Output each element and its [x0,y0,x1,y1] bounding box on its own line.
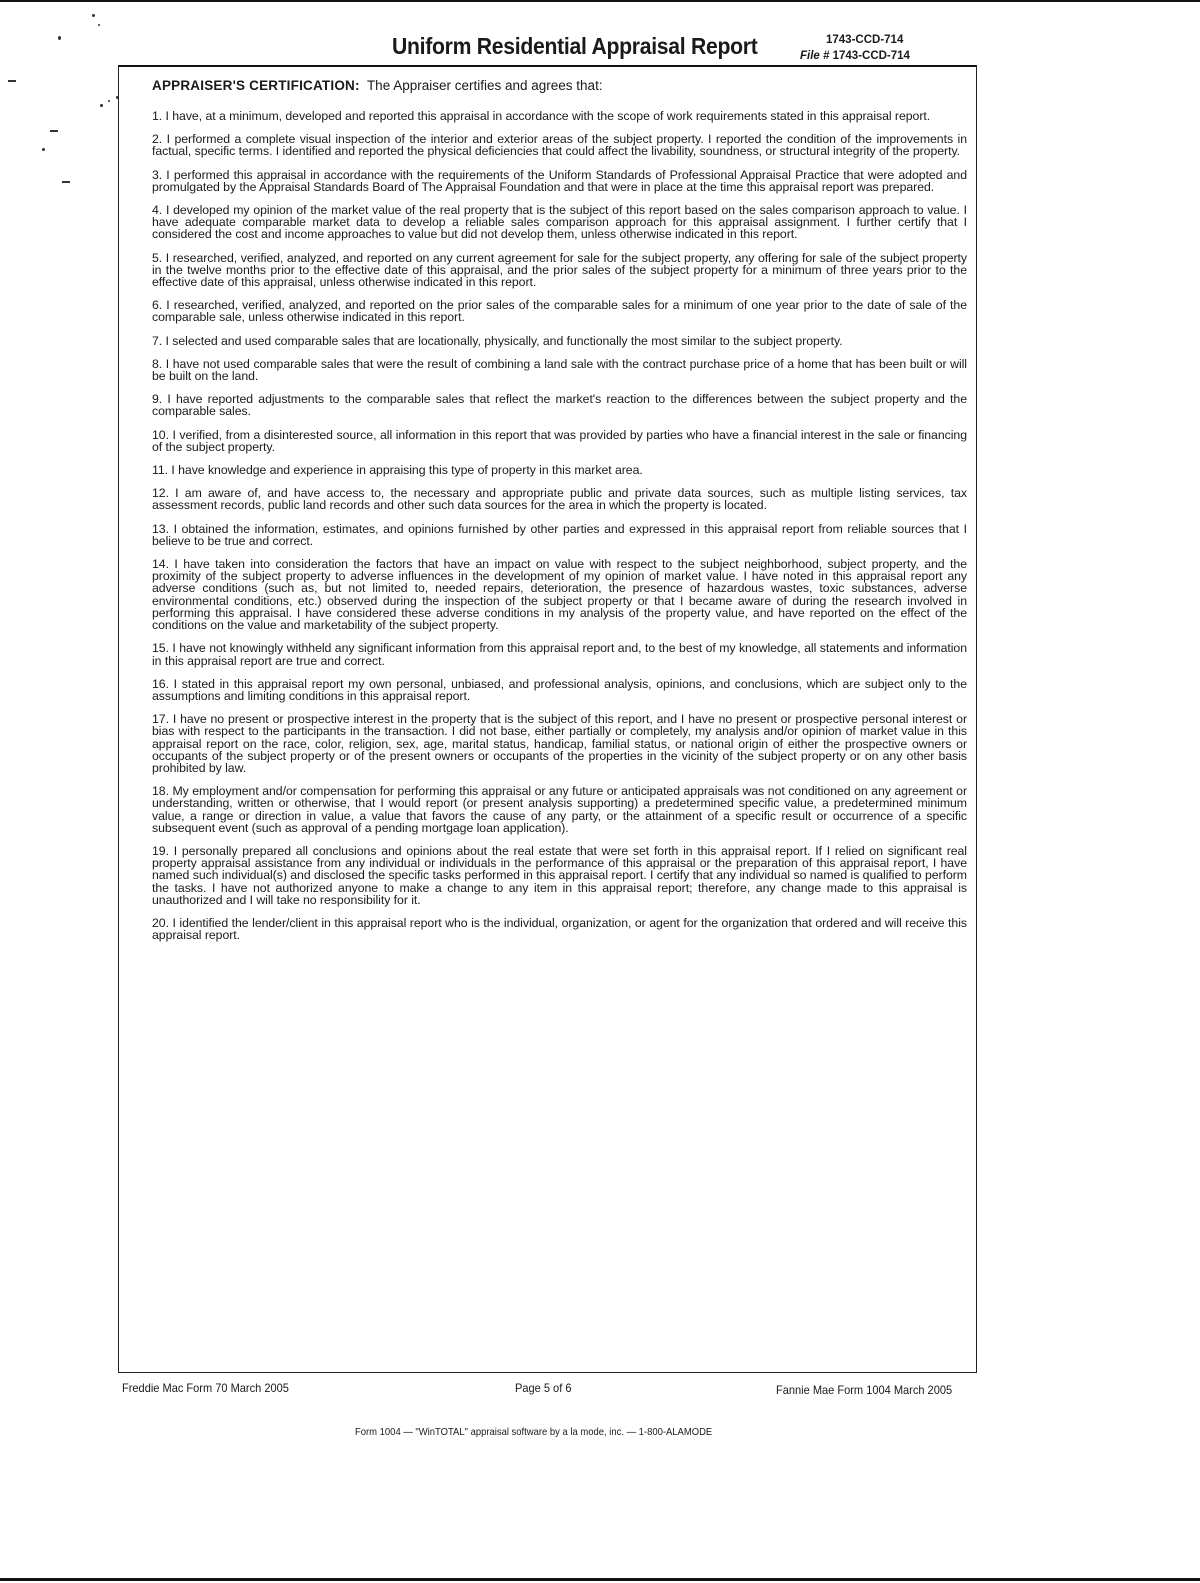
footer-fannie-mae-form: Fannie Mae Form 1004 March 2005 [776,1383,953,1397]
certification-heading-line [152,78,603,93]
certification-item-1: 1. I have, at a minimum, developed and reported this appraisal in accordance with the scope of work requirements stated in this appraisal report. [152,109,931,123]
scan-mark [50,130,58,132]
scan-top-edge [0,0,1200,2]
certification-item-5: 5. I researched, verified, analyzed, and reported on any current agreement for sale for the subject property, any offering for sale of the subject property in the twelve months prior to the effective date of this appraisal, and the prior sales of the subject property for a minimum of three years prior to the effective date of this appraisal, unless otherwise indicated in this report. [152,250,967,290]
file-number: 1743-CCD-714 [832,50,910,62]
certification-item-10: 10. I verified, from a disinterested source, all information in this report that was provided by parties who have a financial interest in the sale or financing of the subject property. [152,427,967,454]
report-title: Uniform Residential Appraisal Report [392,33,758,59]
file-number-line [800,50,910,62]
certification-item-20: 20. I identified the lender/client in this appraisal report who is the individual, organization, or agent for the organization that ordered and will receive this appraisal report. [152,915,967,943]
certification-heading: APPRAISER'S CERTIFICATION: [152,78,360,93]
certification-item-3: 3. I performed this appraisal in accordance with the requirements of the Uniform Standards of Professional Appraisal Practice that were adopted and promulgated by the Appraisal Standards Board of The Appraisal Foundation and that were in place at the time this appraisal report was prepared. [152,167,967,194]
certification-item-13: 13. I obtained the information, estimates, and opinions furnished by other parties and expressed in this appraisal report from reliable sources that I believe to be true and correct. [152,521,967,548]
certification-item-16: 16. I stated in this appraisal report my own personal, unbiased, and professional analysis, opinions, and conclusions, which are subject only to the assumptions and limiting conditions in this appraisal report. [152,676,967,703]
scan-speck [42,148,45,151]
certification-items [152,110,967,952]
scan-speck [108,100,110,102]
certification-item-6: 6. I researched, verified, analyzed, and reported on the prior sales of the comparable sales for a minimum of one year prior to the date of sale of the comparable sale, unless otherwise indicated in this report. [152,298,967,325]
certification-item-14: 14. I have taken into consideration the factors that have an impact on value with respect to the subject neighborhood, subject property, and the proximity of the subject property to adverse influences in the development of my opinion of market value. I have noted in this appraisal report any adverse conditions (such as, but not limited to, needed repairs, deterioration, the presence of hazardous wastes, toxic substances, adverse environmental conditions, etc.) observed during the inspection of the subject property or that I became aware of during the research involved in performing this appraisal. I have considered these adverse conditions in my analysis of the property value, and have reported on the effect of the conditions on the value and marketability of the subject property. [152,557,967,633]
certification-item-4: 4. I developed my opinion of the market value of the real property that is the subject of this report based on the sales comparison approach to value. I have adequate comparable market data to develop a reliable sales comparison approach for this appraisal assignment. I further certify that I considered the cost and income approaches to value but did not develop them, unless otherwise indicated in this report. [152,203,967,242]
certification-item-8: 8. I have not used comparable sales that were the result of combining a land sale with the contract purchase price of a home that has been built or will be built on the land. [152,356,967,384]
scan-speck [100,104,103,107]
scan-mark [8,80,16,82]
certification-item-18: 18. My employment and/or compensation for performing this appraisal or any future or anticipated appraisals was not conditioned on any agreement or understanding, written or otherwise, that I would report (or present analysis supporting) a predetermined specific value, a predetermined minimum value, a range or direction in value, a value that favors the cause of any party, or the attainment of a specific result or occurrence of a specific subsequent event (such as approval of a pending mortgage loan application). [152,784,967,835]
scan-bottom-edge [0,1578,1200,1581]
certification-item-19: 19. I personally prepared all conclusions and opinions about the real estate that were set forth in this appraisal report. If I relied on significant real property appraisal assistance from any individual or individuals in the performance of this appraisal or the preparation of this appraisal report, I have named such individual(s) and disclosed the specific tasks performed in this appraisal report. I certify that any individual so named is qualified to perform the tasks. I have not authorized anyone to make a change to any item in this appraisal report; therefore, any change made to this appraisal is unauthorized and I will take no responsibility for it. [152,843,967,907]
file-id: 1743-CCD-714 [826,34,904,46]
scan-mark [62,181,70,183]
certification-item-9: 9. I have reported adjustments to the comparable sales that reflect the market's reaction to the differences between the subject property and the comparable sales. [152,392,967,419]
file-number-label: File # [800,50,830,62]
scan-speck [92,14,95,17]
scan-speck [58,36,61,40]
footer-page-number: Page 5 of 6 [515,1381,572,1395]
certification-item-7: 7. I selected and used comparable sales that are locationally, physically, and functionally the most similar to the subject property. [152,333,843,348]
certification-intro: The Appraiser certifies and agrees that: [366,78,603,93]
certification-item-12: 12. I am aware of, and have access to, the necessary and appropriate public and private data sources, such as multiple listing services, tax assessment records, public land records and other such data sources for the area in which the property is located. [152,486,967,513]
certification-item-17: 17. I have no present or prospective interest in the property that is the subject of this report, and I have no present or prospective personal interest or bias with respect to the participants in the transaction. I did not base, either partially or completely, my analysis and/or opinion of market value in this appraisal report on the race, color, religion, sex, age, marital status, handicap, familial status, or national origin of either the prospective owners or occupants of the subject property or of the present owners or occupants of the properties in the vicinity of the subject property or on any other basis prohibited by law. [152,712,967,775]
certification-item-15: 15. I have not knowingly withheld any significant information from this appraisal report and, to the best of my knowledge, all statements and information in this appraisal report are true and correct. [152,641,967,668]
software-credit: Form 1004 — "WinTOTAL" appraisal software by a la mode, inc. — 1-800-ALAMODE [355,1426,713,1438]
scan-speck [98,24,100,26]
footer-freddie-mac-form: Freddie Mac Form 70 March 2005 [122,1381,289,1395]
certification-item-11: 11. I have knowledge and experience in appraising this type of property in this market area. [152,463,643,478]
certification-item-2: 2. I performed a complete visual inspection of the interior and exterior areas of the subject property. I reported the condition of the improvements in factual, specific terms. I identified and reported the physical deficiencies that could affect the livability, soundness, or structural integrity of the property. [152,132,967,159]
